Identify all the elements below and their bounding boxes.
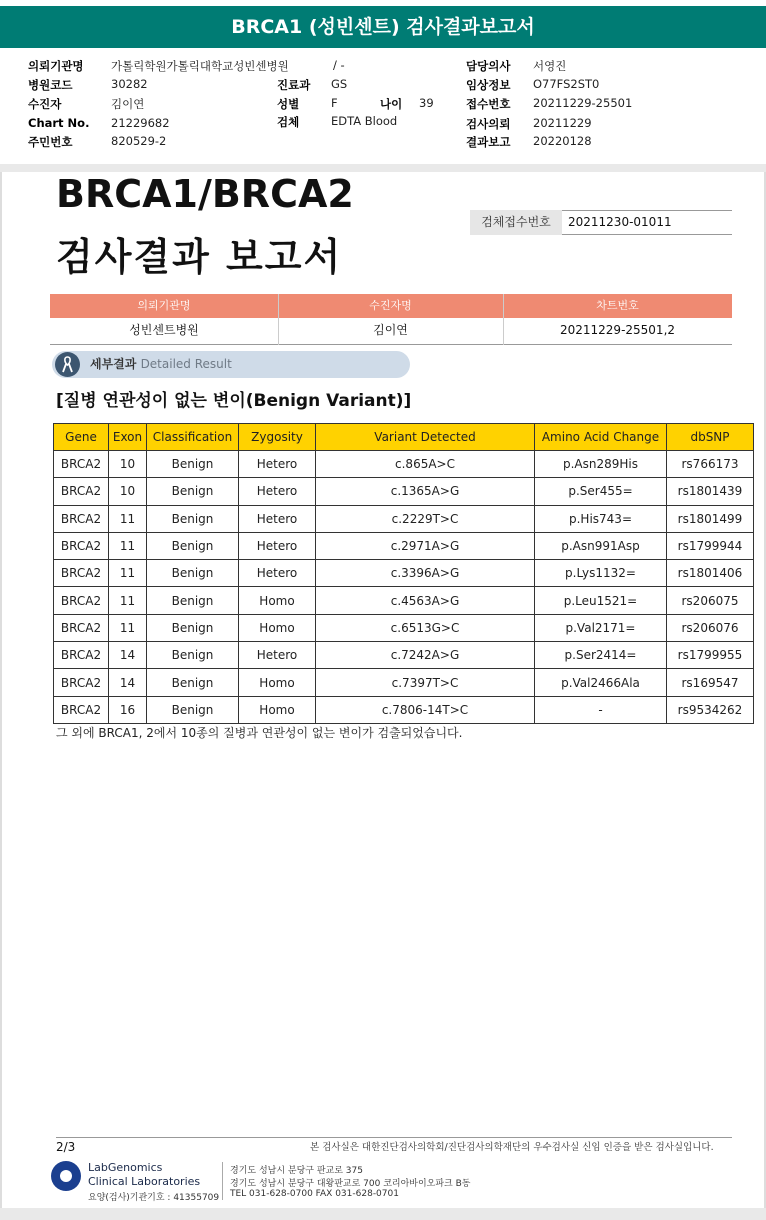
detailed-result-pill [52, 351, 410, 378]
col-header-dbsnp: dbSNP [667, 424, 754, 451]
specimen-label: 검체 [277, 115, 300, 129]
col-header-classification: Classification [147, 424, 239, 451]
document-title-line2: 검사결과 보고서 [56, 235, 343, 279]
table-row [54, 505, 754, 532]
cell-zygosity: Hetero [239, 505, 316, 532]
cell-amino-acid: p.His743= [535, 505, 667, 532]
cell-classification: Benign [147, 451, 239, 478]
hospital-code-label: 병원코드 [28, 78, 73, 92]
cell-zygosity: Hetero [239, 642, 316, 669]
cell-amino-acid: p.Asn289His [535, 451, 667, 478]
cell-classification: Benign [147, 669, 239, 696]
lab-address-2: 경기도 성남시 분당구 대왕판교로 700 코리아바이오파크 B동 [230, 1179, 471, 1189]
cell-variant: c.2971A>G [316, 532, 535, 559]
cell-dbsnp: rs206075 [667, 587, 754, 614]
cell-zygosity: Homo [239, 669, 316, 696]
info-header-institution: 의뢰기관명 [50, 294, 278, 318]
specimen-receipt-value: 20211230-01011 [562, 210, 732, 235]
institution-extra: / - [333, 58, 345, 72]
cell-dbsnp: rs9534262 [667, 696, 754, 723]
cell-gene: BRCA2 [54, 532, 109, 559]
info-value-patient: 김이연 [278, 318, 503, 345]
cell-variant: c.6513G>C [316, 614, 535, 641]
info-value-chart: 20211229-25501,2 [503, 318, 732, 345]
detailed-result-label [90, 351, 232, 378]
col-header-gene: Gene [54, 424, 109, 451]
hospital-code-value: 30282 [111, 77, 148, 91]
cell-variant: c.4563A>G [316, 587, 535, 614]
col-header-exon: Exon [109, 424, 147, 451]
patient-label: 수진자 [28, 97, 62, 111]
cell-gene: BRCA2 [54, 669, 109, 696]
cell-dbsnp: rs1801439 [667, 478, 754, 505]
cell-gene: BRCA2 [54, 451, 109, 478]
cell-classification: Benign [147, 614, 239, 641]
cell-dbsnp: rs206076 [667, 614, 754, 641]
patient-meta-block [0, 52, 766, 164]
cell-exon: 11 [109, 532, 147, 559]
info-divider [503, 294, 504, 345]
cell-gene: BRCA2 [54, 614, 109, 641]
cell-classification: Benign [147, 478, 239, 505]
cell-exon: 11 [109, 587, 147, 614]
cell-gene: BRCA2 [54, 505, 109, 532]
patient-value: 김이연 [111, 97, 145, 111]
lab-code: 요양(검사)기관기호 : 41355709 [88, 1193, 220, 1203]
cell-variant: c.7242A>G [316, 642, 535, 669]
detailed-result-title: 세부결과 [90, 357, 137, 371]
info-value-institution: 성빈센트병원 [50, 318, 278, 345]
specimen-receipt-box [470, 210, 732, 235]
additional-variants-note: 그 외에 BRCA1, 2에서 10종의 질병과 연관성이 없는 변이가 검출되었습니다. [56, 726, 463, 740]
certification-text: 본 검사실은 대한진단검사의학회/진단검사의학재단의 우수검사실 신임 인증을 받은 검사실입니다. [310, 1142, 714, 1153]
table-row [54, 669, 754, 696]
table-row [54, 614, 754, 641]
test-request-value: 20211229 [533, 116, 592, 130]
sex-label: 성별 [277, 97, 300, 111]
receipt-no-label: 접수번호 [466, 97, 511, 111]
age-label: 나이 [380, 97, 403, 111]
cell-gene: BRCA2 [54, 560, 109, 587]
chart-no-label: Chart No. [28, 116, 90, 130]
cell-amino-acid: - [535, 696, 667, 723]
col-header-variant: Variant Detected [316, 424, 535, 451]
specimen-receipt-label: 검체접수번호 [470, 210, 562, 235]
cell-gene: BRCA2 [54, 696, 109, 723]
sex-value: F [331, 96, 338, 110]
variant-table-body [54, 451, 754, 724]
table-row [54, 587, 754, 614]
institution-label: 의뢰기관명 [28, 59, 84, 73]
table-header-row [54, 424, 754, 451]
department-value: GS [331, 77, 348, 91]
clinical-info-value: O77FS2ST0 [533, 77, 600, 91]
info-header-patient: 수진자명 [278, 294, 503, 318]
page-bottom-separator [0, 1208, 766, 1220]
ribbon-icon [55, 352, 80, 377]
col-header-amino-acid: Amino Acid Change [535, 424, 667, 451]
cell-zygosity: Hetero [239, 560, 316, 587]
benign-variant-table [53, 423, 754, 724]
test-request-label: 검사의뢰 [466, 117, 511, 131]
cell-gene: BRCA2 [54, 478, 109, 505]
cell-exon: 11 [109, 560, 147, 587]
report-title-bar: BRCA1 (성빈센트) 검사결과보고서 [0, 6, 766, 48]
resident-no-value: 820529-2 [111, 134, 167, 148]
table-row [54, 642, 754, 669]
cell-classification: Benign [147, 505, 239, 532]
table-row [54, 560, 754, 587]
department-label: 진료과 [277, 78, 311, 92]
info-divider [278, 294, 279, 345]
institution-value: 가톨릭학원가톨릭대학교성빈센병원 [111, 59, 289, 73]
cell-classification: Benign [147, 696, 239, 723]
cell-zygosity: Hetero [239, 451, 316, 478]
cell-variant: c.7397T>C [316, 669, 535, 696]
benign-variant-heading: [질병 연관성이 없는 변이(Benign Variant)] [56, 391, 412, 411]
page-number: 2/3 [56, 1140, 76, 1154]
cell-variant: c.865A>C [316, 451, 535, 478]
cell-classification: Benign [147, 587, 239, 614]
lab-name-line1: LabGenomics [88, 1161, 163, 1174]
resident-no-label: 주민번호 [28, 135, 73, 149]
cell-dbsnp: rs766173 [667, 451, 754, 478]
cell-zygosity: Homo [239, 614, 316, 641]
lab-name-line2: Clinical Laboratories [88, 1175, 201, 1188]
cell-classification: Benign [147, 560, 239, 587]
request-info-table [50, 294, 732, 345]
cell-zygosity: Homo [239, 696, 316, 723]
cell-variant: c.3396A>G [316, 560, 535, 587]
cell-exon: 10 [109, 478, 147, 505]
table-row [54, 451, 754, 478]
cell-variant: c.1365A>G [316, 478, 535, 505]
cell-exon: 16 [109, 696, 147, 723]
chart-no-value: 21229682 [111, 116, 170, 130]
cell-amino-acid: p.Val2466Ala [535, 669, 667, 696]
col-header-zygosity: Zygosity [239, 424, 316, 451]
info-header-chart: 차트번호 [503, 294, 732, 318]
cell-amino-acid: p.Asn991Asp [535, 532, 667, 559]
cell-dbsnp: rs169547 [667, 669, 754, 696]
age-value: 39 [419, 96, 434, 110]
cell-amino-acid: p.Ser2414= [535, 642, 667, 669]
table-row [54, 532, 754, 559]
page-separator [0, 164, 766, 172]
result-report-label: 결과보고 [466, 135, 511, 149]
cell-gene: BRCA2 [54, 587, 109, 614]
footer-vertical-divider [222, 1162, 223, 1200]
cell-exon: 14 [109, 642, 147, 669]
cell-zygosity: Hetero [239, 478, 316, 505]
cell-dbsnp: rs1799955 [667, 642, 754, 669]
receipt-no-value: 20211229-25501 [533, 96, 633, 110]
table-row [54, 696, 754, 723]
cell-classification: Benign [147, 642, 239, 669]
cell-amino-acid: p.Lys1132= [535, 560, 667, 587]
lab-address-1: 경기도 성남시 분당구 판교로 375 [230, 1166, 363, 1176]
cell-variant: c.7806-14T>C [316, 696, 535, 723]
document-title-line1: BRCA1/BRCA2 [56, 172, 354, 216]
doctor-value: 서영진 [533, 59, 567, 73]
cell-exon: 11 [109, 505, 147, 532]
cell-dbsnp: rs1801406 [667, 560, 754, 587]
cell-exon: 10 [109, 451, 147, 478]
cell-zygosity: Homo [239, 587, 316, 614]
cell-amino-acid: p.Ser455= [535, 478, 667, 505]
cell-amino-acid: p.Val2171= [535, 614, 667, 641]
cell-zygosity: Hetero [239, 532, 316, 559]
footer-divider [56, 1137, 732, 1138]
clinical-info-label: 임상정보 [466, 78, 511, 92]
cell-exon: 14 [109, 669, 147, 696]
doctor-label: 담당의사 [466, 59, 511, 73]
table-row [54, 478, 754, 505]
cell-dbsnp: rs1801499 [667, 505, 754, 532]
lab-phone: TEL 031-628-0700 FAX 031-628-0701 [230, 1189, 399, 1199]
cell-amino-acid: p.Leu1521= [535, 587, 667, 614]
specimen-value: EDTA Blood [331, 114, 398, 128]
cell-dbsnp: rs1799944 [667, 532, 754, 559]
cell-exon: 11 [109, 614, 147, 641]
cell-classification: Benign [147, 532, 239, 559]
labgenomics-logo-icon [51, 1161, 81, 1191]
detailed-result-subtitle: Detailed Result [140, 357, 232, 371]
cell-gene: BRCA2 [54, 642, 109, 669]
cell-variant: c.2229T>C [316, 505, 535, 532]
result-report-value: 20220128 [533, 134, 592, 148]
